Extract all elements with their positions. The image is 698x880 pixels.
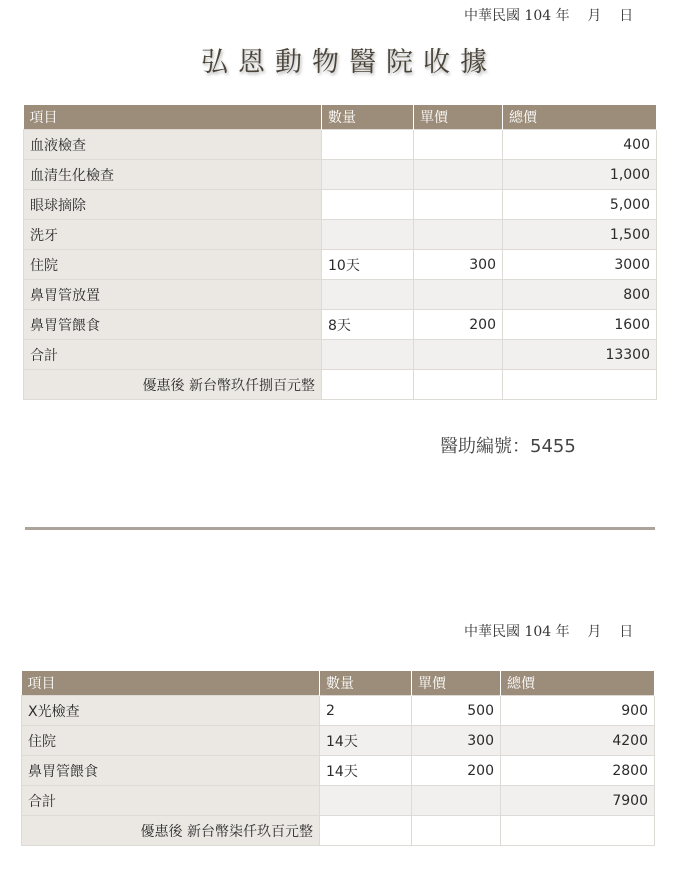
sum-row	[24, 340, 657, 370]
header-unit-price: 單價	[414, 105, 503, 130]
table-row	[24, 190, 657, 220]
assistant-number: 醫助編號：5455	[440, 436, 576, 457]
unit-cell: 200	[412, 756, 501, 786]
header-item: 項目	[24, 105, 322, 130]
header-qty: 數量	[320, 671, 412, 696]
unit-cell	[414, 130, 503, 160]
header-total: 總價	[503, 105, 657, 130]
table-row	[22, 726, 655, 756]
unit-cell: 300	[414, 250, 503, 280]
qty-cell	[322, 340, 414, 370]
sum-total: 7900	[501, 786, 655, 816]
total-cell: 5,000	[503, 190, 657, 220]
discount-note: 優惠後 新台幣玖仟捌百元整	[24, 370, 322, 400]
receipt1-date: 中華民國 104 年 月 日	[464, 8, 634, 24]
empty-cell	[503, 370, 657, 400]
empty-cell	[501, 816, 655, 846]
sum-label: 合計	[22, 786, 320, 816]
unit-cell	[414, 160, 503, 190]
table-row	[24, 160, 657, 190]
receipt-title: 弘恩動物醫院收據	[201, 47, 497, 78]
unit-cell	[414, 280, 503, 310]
item-cell: X光檢查	[22, 696, 320, 726]
empty-cell	[320, 816, 412, 846]
discount-row	[24, 370, 657, 400]
qty-cell	[322, 280, 414, 310]
table-header-row	[24, 105, 657, 130]
receipt2-table	[21, 671, 655, 846]
qty-cell	[322, 190, 414, 220]
empty-cell	[322, 370, 414, 400]
unit-cell	[414, 190, 503, 220]
qty-cell: 14天	[320, 756, 412, 786]
qty-cell: 8天	[322, 310, 414, 340]
total-cell: 3000	[503, 250, 657, 280]
total-cell: 1,500	[503, 220, 657, 250]
total-cell: 800	[503, 280, 657, 310]
total-cell: 2800	[501, 756, 655, 786]
discount-note: 優惠後 新台幣柒仟玖百元整	[22, 816, 320, 846]
sum-row	[22, 786, 655, 816]
total-cell: 400	[503, 130, 657, 160]
table-row	[24, 220, 657, 250]
unit-cell: 500	[412, 696, 501, 726]
qty-cell	[320, 786, 412, 816]
table-row	[22, 756, 655, 786]
unit-cell: 300	[412, 726, 501, 756]
qty-cell: 10天	[322, 250, 414, 280]
table-row	[24, 310, 657, 340]
table-row	[24, 250, 657, 280]
header-item: 項目	[22, 671, 320, 696]
unit-cell	[414, 340, 503, 370]
item-cell: 住院	[22, 726, 320, 756]
header-qty: 數量	[322, 105, 414, 130]
unit-cell: 200	[414, 310, 503, 340]
table-row	[22, 696, 655, 726]
empty-cell	[414, 370, 503, 400]
item-cell: 血液檢查	[24, 130, 322, 160]
header-unit-price: 單價	[412, 671, 501, 696]
table-header-row	[22, 671, 655, 696]
table-row	[24, 280, 657, 310]
total-cell: 4200	[501, 726, 655, 756]
item-cell: 鼻胃管餵食	[22, 756, 320, 786]
empty-cell	[412, 816, 501, 846]
item-cell: 洗牙	[24, 220, 322, 250]
unit-cell	[414, 220, 503, 250]
header-total: 總價	[501, 671, 655, 696]
sum-total: 13300	[503, 340, 657, 370]
item-cell: 鼻胃管餵食	[24, 310, 322, 340]
qty-cell: 2	[320, 696, 412, 726]
qty-cell	[322, 160, 414, 190]
discount-row	[22, 816, 655, 846]
qty-cell	[322, 130, 414, 160]
total-cell: 1600	[503, 310, 657, 340]
item-cell: 鼻胃管放置	[24, 280, 322, 310]
section-divider	[25, 527, 655, 530]
item-cell: 眼球摘除	[24, 190, 322, 220]
item-cell: 住院	[24, 250, 322, 280]
receipt2-date: 中華民國 104 年 月 日	[464, 624, 634, 640]
table-row	[24, 130, 657, 160]
receipt1-table	[23, 105, 657, 400]
total-cell: 1,000	[503, 160, 657, 190]
total-cell: 900	[501, 696, 655, 726]
sum-label: 合計	[24, 340, 322, 370]
qty-cell: 14天	[320, 726, 412, 756]
item-cell: 血清生化檢查	[24, 160, 322, 190]
qty-cell	[322, 220, 414, 250]
unit-cell	[412, 786, 501, 816]
